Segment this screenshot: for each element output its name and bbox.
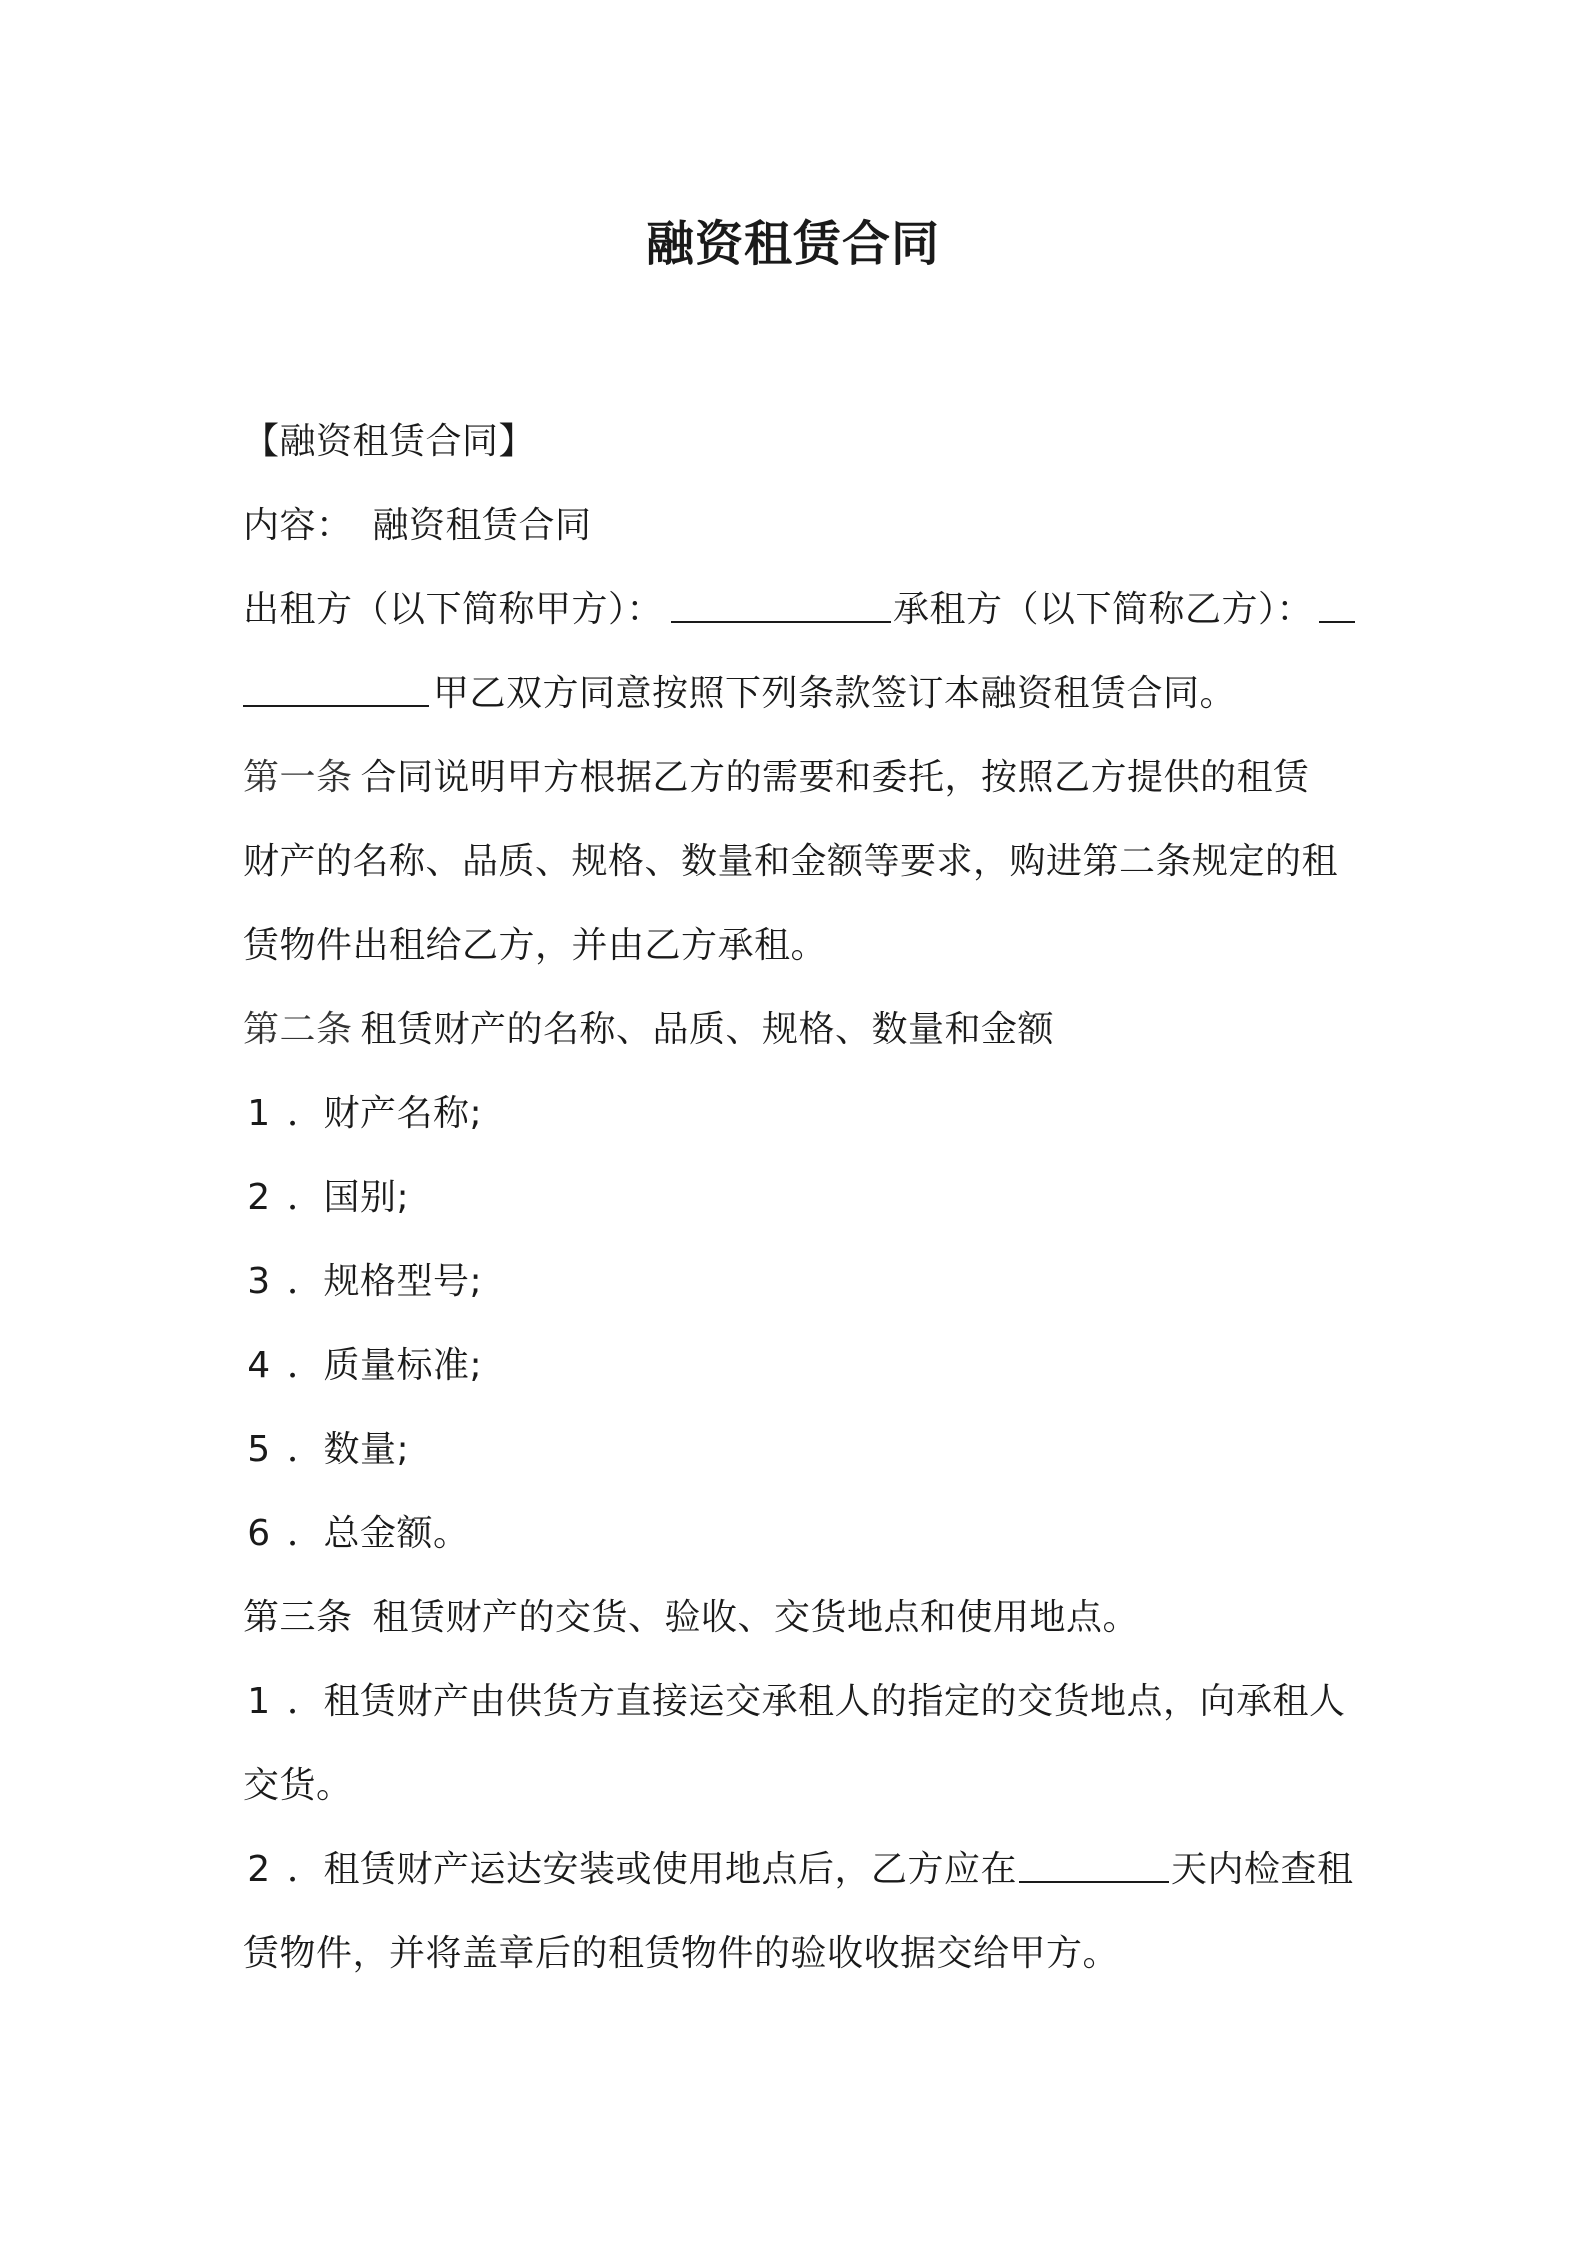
content-value: 融资租赁合同 <box>372 505 592 546</box>
article-2-item: 1 ．财产名称; <box>243 1072 1355 1156</box>
article-2-item: 6 ．总金额。 <box>243 1492 1355 1576</box>
lessee-name-blank-end <box>243 671 429 707</box>
document-title: 融资租赁合同 <box>645 216 940 272</box>
item-text: 总金额。 <box>323 1513 470 1554</box>
article-3-item-2-line-2 <box>243 1912 1355 1996</box>
line-text: 甲乙双方同意按照下列条款签订本融资租赁合同。 <box>433 673 1237 714</box>
contract-heading-bracket <box>243 400 1355 484</box>
line-text: 租赁财产的交货、验收、交货地点和使用地点。 <box>372 1597 1140 1638</box>
lessee-label: 承租方（以下简称乙方）： <box>893 589 1314 630</box>
article-1-line-3 <box>243 904 1355 988</box>
lessee-name-blank-start <box>1319 587 1355 623</box>
item-text-before: 租赁财产运达安装或使用地点后，乙方应在 <box>323 1849 1018 1890</box>
item-number: 6 <box>247 1513 271 1554</box>
item-number: 5 <box>247 1429 271 1470</box>
document-body <box>243 400 1355 1996</box>
line-text: 租赁财产的名称、品质、规格、数量和金额 <box>360 1009 1055 1050</box>
lessor-label: 出租方（以下简称甲方）： <box>243 589 664 630</box>
article-2-item: 5 ．数量; <box>243 1408 1355 1492</box>
article-3-heading <box>243 1576 1355 1660</box>
contract-content-line <box>243 484 1355 568</box>
item-text: 财产名称; <box>323 1093 483 1134</box>
article-1-line-1 <box>243 736 1355 820</box>
article-2-item: 3 ．规格型号; <box>243 1240 1355 1324</box>
article-3-item-1-line-2 <box>243 1744 1355 1828</box>
article-3-item-1-line-1: 1 ．租赁财产由供货方直接运交承租人的指定的交货地点，向承租人 <box>243 1660 1355 1744</box>
article-number: 第一条 <box>243 757 353 798</box>
article-2-item: 2 ．国别; <box>243 1156 1355 1240</box>
item-text: 国别; <box>323 1177 410 1218</box>
item-text: 规格型号; <box>323 1261 483 1302</box>
item-number: 4 <box>247 1345 271 1386</box>
days-blank <box>1019 1847 1169 1883</box>
item-number: 3 <box>247 1261 271 1302</box>
line-text: 合同说明甲方根据乙方的需要和委托，按照乙方提供的租赁 <box>360 757 1310 798</box>
item-text: 质量标准; <box>323 1345 483 1386</box>
content-label: 内容： <box>243 505 353 546</box>
article-number: 第二条 <box>243 1009 353 1050</box>
line-text: 赁物件，并将盖章后的租赁物件的验收收据交给甲方。 <box>243 1933 1120 1974</box>
item-number: 1 <box>247 1681 271 1722</box>
agreement-line <box>243 652 1355 736</box>
item-number: 1 <box>247 1093 271 1134</box>
line-text: 【融资租赁合同】 <box>243 421 536 462</box>
article-3-item-2-line-1: 2 ．租赁财产运达安装或使用地点后，乙方应在 天内检查租 <box>243 1828 1355 1912</box>
article-2-heading <box>243 988 1355 1072</box>
item-text: 租赁财产由供货方直接运交承租人的指定的交货地点，向承租人 <box>323 1681 1346 1722</box>
item-text-after: 天内检查租 <box>1171 1849 1354 1890</box>
article-number: 第三条 <box>243 1597 353 1638</box>
parties-line <box>243 568 1355 652</box>
line-text: 交货。 <box>243 1765 353 1806</box>
item-text: 数量; <box>323 1429 410 1470</box>
article-2-item: 4 ．质量标准; <box>243 1324 1355 1408</box>
line-text: 财产的名称、品质、规格、数量和金额等要求，购进第二条规定的租 <box>243 841 1339 882</box>
item-number: 2 <box>247 1177 271 1218</box>
article-1-line-2 <box>243 820 1355 904</box>
line-text: 赁物件出租给乙方，并由乙方承租。 <box>243 925 828 966</box>
lessor-name-blank <box>671 587 891 623</box>
item-number: 2 <box>247 1849 271 1890</box>
